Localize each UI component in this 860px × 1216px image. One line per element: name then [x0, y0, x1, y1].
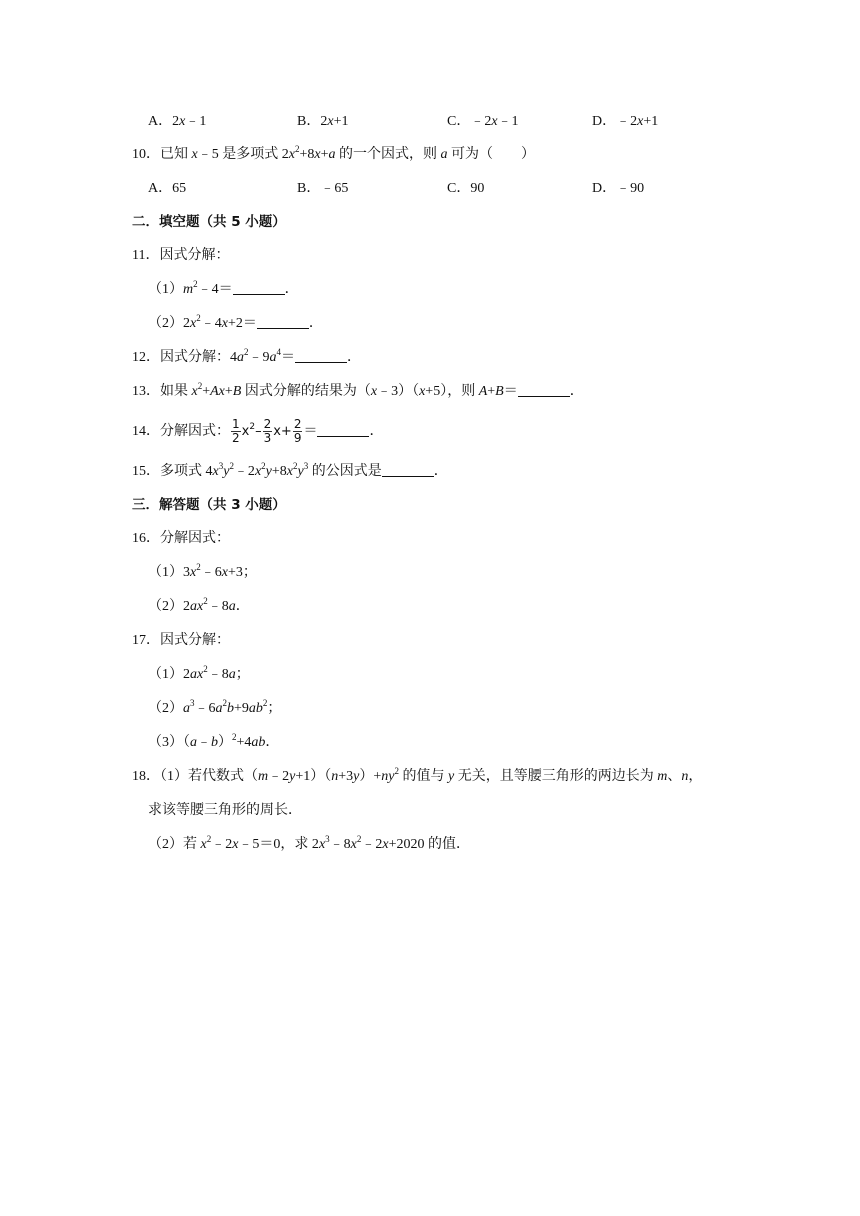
answer-blank[interactable]	[233, 280, 285, 295]
question-13: 13．如果 $x^2+Ax+B$ 因式分解的结果为（x﹣3）（x+5），则 A+B＝ ．	[132, 381, 584, 399]
question-18-part1: 18．（1）若代数式$(m﹣2y+1)(n+3y)+ny^2$ 的值与 y 无关，且等腰三角形的两边长为 m、n，	[132, 766, 703, 784]
answer-blank[interactable]	[257, 314, 309, 329]
question-18-part2: （2）若 $x^2﹣2x﹣5=0$，求 $2x^3﹣8x^2﹣2x+2020$ 的值．	[148, 834, 470, 852]
q11-sub2: $(2)2x^2﹣4x+2=$ ．	[148, 313, 323, 331]
question-17: 17．因式分解：	[132, 633, 230, 648]
answer-blank[interactable]	[518, 382, 570, 397]
section-2-heading: 二．填空题（共 5 小题）	[132, 214, 286, 230]
q11-sub1: $(1)m^2﹣4=$ ．	[148, 279, 299, 297]
q9-option-a: A．2x﹣1	[148, 114, 207, 129]
q10-option-b: B．﹣65	[297, 181, 349, 196]
question-12: 12．因式分解：$4a^2﹣9a^4=$ ．	[132, 347, 361, 365]
q17-sub3: （3）（a﹣b）$^2$+4ab．	[148, 732, 280, 750]
question-16: 16．分解因式：	[132, 531, 230, 546]
question-15: 15．多项式 $4x^3y^2﹣2x^2y+8x^2y^3$ 的公因式是 ．	[132, 461, 448, 479]
q16-sub2: $(2)2ax^2﹣8a$．	[148, 596, 250, 614]
fraction-1-2: $\frac{1}{2}$	[232, 417, 240, 446]
question-14: 14．分解因式： $\frac{1}{2}$ $x^2-$ $\frac{2}{3}$ x+ $\frac{2}{9}$ ＝ ．	[132, 417, 384, 446]
question-10: 10．已知 x﹣5 是多项式 $2x^2+8x+a$ 的一个因式，则 a 可为（ ）	[132, 144, 535, 162]
q9-option-d: D．﹣2x+1	[592, 114, 659, 129]
fraction-2-3: $\frac{2}{3}$	[263, 417, 272, 446]
q17-sub1: $(1)2ax^2﹣8a$；	[148, 664, 250, 682]
section-3-heading: 三．解答题（共 3 小题）	[132, 497, 286, 513]
answer-blank[interactable]	[382, 462, 434, 477]
q9-option-c: C．﹣2x﹣1	[447, 114, 519, 129]
q10-option-c: C．90	[447, 181, 485, 196]
q10-option-a: A．65	[148, 181, 187, 196]
q10-option-d: D．﹣90	[592, 181, 645, 196]
q16-sub1: $(1)3x^2﹣6x+3$；	[148, 562, 257, 580]
answer-blank[interactable]	[317, 422, 369, 437]
fraction-2-9: $\frac{2}{9}$	[293, 417, 302, 446]
answer-blank[interactable]	[295, 348, 347, 363]
q17-sub2: $(2)a^3﹣6a^2b+9ab^2$；	[148, 698, 282, 716]
question-11: 11．因式分解：	[132, 248, 230, 263]
question-18-part1-cont: 求该等腰三角形的周长．	[148, 803, 302, 818]
q9-option-b: B．2x+1	[297, 114, 349, 129]
